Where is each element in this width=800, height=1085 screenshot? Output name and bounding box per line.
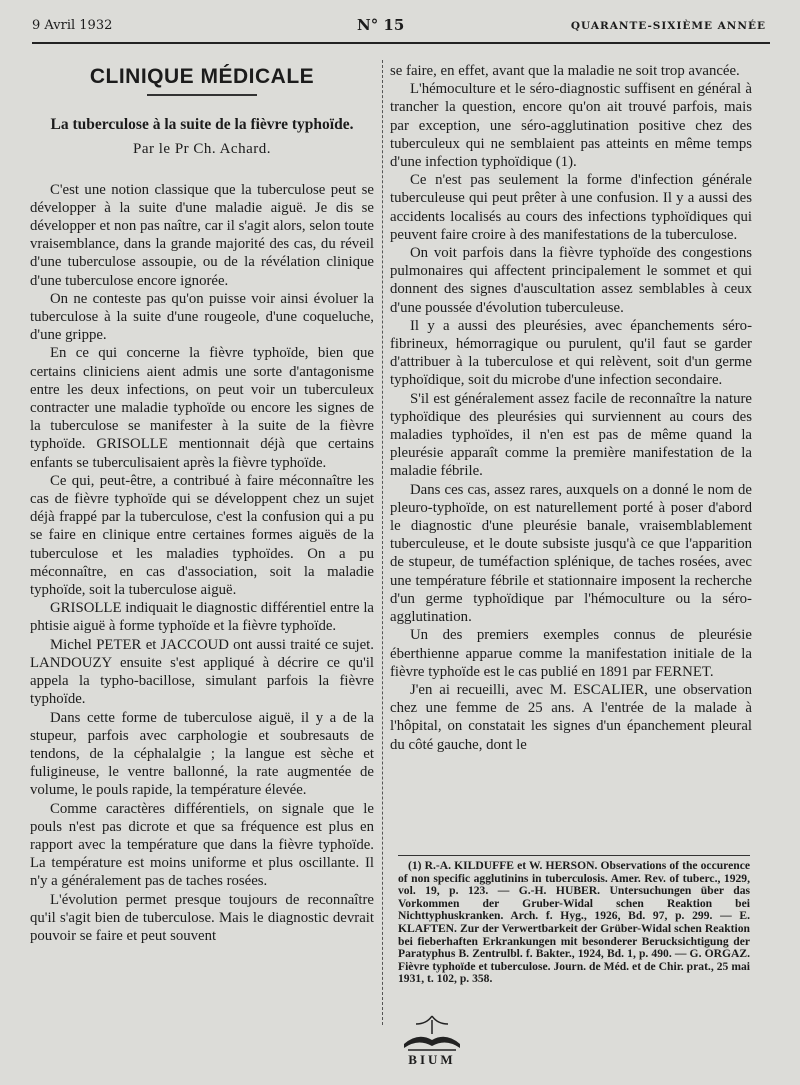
byline: Par le Pr Ch. Achard. — [133, 141, 271, 158]
issue-year: QUARANTE-SIXIÈME ANNÉE — [570, 20, 766, 32]
issue-date: 9 Avril 1932 — [32, 18, 113, 33]
bium-logo — [392, 1010, 472, 1070]
paragraph: Il y a aussi des pleurésies, avec épanchements séro-fibrineux, hémorragique ou purulent, qu'il faut se garder d'attribuer à la tuberculose et qui relèvent, soit d'un germe typhoïdique, soit du microbe d'une infection secondaire. — [390, 317, 752, 389]
paragraph: se faire, en effet, avant que la maladie ne soit trop avancée. — [390, 63, 740, 79]
page-header — [32, 16, 770, 44]
title-rule — [147, 94, 257, 96]
paragraph: On ne conteste pas qu'on puisse voir ainsi évoluer la tuberculose à la suite d'une rougeole, d'une coqueluche, d'une grippe. — [30, 290, 374, 344]
issue-number: N° 15 — [357, 16, 405, 34]
paragraph: L'évolution permet presque toujours de reconnaître qu'il s'agit bien de tuberculose. Mais le diagnostic devrait pouvoir se faire et peut souvent — [30, 891, 374, 944]
paragraph: S'il est généralement assez facile de reconnaître la nature typhoïdique des pleurésies qui surviennent au cours des maladies typhoïdes, il n'en est pas de même quand la pleurésie apparaît comme la première manifestation de la maladie fébrile. — [390, 390, 752, 480]
paragraph: En ce qui concerne la fièvre typhoïde, bien que certains cliniciens aient admis une sorte d'antagonisme entre les deux infections, on peut voir un tuberculeux contracter une maladie typhoïde ou encore les signes de la tuberculose se manifester à la suite de la fièvre typhoïde. GRISOLLE mentionnait déjà que certains enfants se tuberculisaient après la fièvre typhoïde. — [30, 345, 374, 471]
column-divider — [382, 60, 383, 1025]
logo-text: BIUM — [408, 1052, 456, 1067]
paragraph: Un des premiers exemples connus de pleurésie éberthienne apparue comme la manifestation initiale de la fièvre typhoïde est le cas publié en 1891 par FERNET. — [390, 627, 752, 680]
left-column — [30, 62, 374, 945]
paragraph: Ce qui, peut-être, a contribué à faire méconnaître les cas de fièvre typhoïde qui se développent chez un sujet déjà frappé par la tuberculose, c'est la confusion qui a pu se faire en clinique entre certaines formes aiguës de la tuberculose et les maladies typhoïdes. On a pu méconnaître, en cas d'association, soit la maladie typhoïde, soit la tuberculose aiguë. — [30, 472, 374, 599]
paragraph: Michel PETER et JACCOUD ont aussi traité ce sujet. LANDOUZY ensuite s'est appliqué à décrire ce qu'il appela la typho-bacillose, simulant parfois la fièvre typhoïde. — [30, 636, 374, 708]
article-title: La tuberculose à la suite de la fièvre typhoïde. — [50, 116, 354, 134]
paragraph: Dans ces cas, assez rares, auxquels on a donné le nom de pleuro-typhoïde, on est naturellement porté à poser d'abord le diagnostic d'une pleurésie banale, vraisemblablement tuberculeuse, et le doute subsiste jusqu'à ce que l'apparition de stupeur, de tuméfaction splénique, de taches rosées, avec une température fébrile et stationnaire imposent la recherche d'un germe typhoïdique par l'hémoculture ou la séro-agglutination. — [390, 481, 752, 626]
paragraph: Dans cette forme de tuberculose aiguë, il y a de la stupeur, parfois avec carphologie et soubresauts de tendons, de la céphalalgie ; la langue est sèche et fuligineuse, le ventre ballonné, la rate augmentée de volume, le pouls rapide, la température élevée. — [30, 709, 374, 799]
paragraph: GRISOLLE indiquait le diagnostic différentiel entre la phtisie aiguë à forme typhoïde et la fièvre typhoïde. — [30, 600, 374, 635]
footnotes — [398, 855, 750, 986]
paragraph: J'en ai recueilli, avec M. ESCALIER, une observation chez une femme de 25 ans. A l'entrée de la malade à l'hôpital, on constatait les signes d'un épanchement pleural du côté gauche, dont le — [390, 681, 752, 753]
section-title: CLINIQUE MÉDICALE — [89, 65, 315, 88]
paragraph: L'hémoculture et le séro-diagnostic suffisent en général à trancher la question, encore qu'on ait trouvé parfois, mais par exception, une séro-agglutination positive chez des tuberculeux qui ne semblaient pas atteints en même temps d'une infection typhoïdique (1). — [390, 81, 752, 171]
paragraph: C'est une notion classique que la tuberculose peut se développer à la suite d'une maladie aiguë. Je dis se développer et non pas naître, car il s'agit alors, selon toute vraisemblance, dans la grande majorité des cas, du réveil d'une tuberculose assoupie, ou de la révélation clinique d'une tuberculose encore ignorée. — [30, 181, 374, 289]
book-emblem-icon — [392, 1010, 472, 1054]
paragraph: On voit parfois dans la fièvre typhoïde des congestions pulmonaires qui affectent principalement le sommet et qui donnent des signes d'auscultation assez semblables à ceux d'une poussée d'évolution tuberculeuse. — [390, 245, 752, 316]
paragraph: Comme caractères différentiels, on signale que le pouls n'est pas dicrote et que sa fréquence est plus en rapport avec la température que dans la fièvre typhoïde. La température est moins uniforme et plus oscillante. Il n'y a généralement pas de taches rosées. — [30, 800, 374, 890]
paragraph: Ce n'est pas seulement la forme d'infection générale tuberculeuse qui peut prêter à une confusion. Il y a aussi des accidents localisés au cours des infections typhoïdiques qui peuvent faire croire à des manifestations de la tuberculose. — [390, 172, 752, 243]
footnote: (1) R.-A. KILDUFFE et W. HERSON. Observations of the occurence of non specific agglutinins in tuberculosis. Amer. Rev. of tuberc., 1929, vol. 19, p. 123. — G.-H. HUBER. Untersuchungen über das Vorkommen der Gruber-Widal schen Reaktion bei Nichttyphuskranken. Arch. f. Hyg., 1926, Bd. 97, p. 299. — E. KLAFTEN. Zur der Verwertbarkeit der Grüber-Widal schen Reaktion bei fieberhaften Erkrankungen mit besonderer Berucksichtigung der Paratyphus B. Zentrulbl. f. Bakter., 1924, Bd. 1, p. 490. — G. ORGAZ. Fièvre typhoïde et tuberculose. Journ. de Méd. et de Chir. prat., 25 mai 1931, t. 102, p. 358. — [398, 859, 750, 986]
right-column — [390, 62, 752, 754]
